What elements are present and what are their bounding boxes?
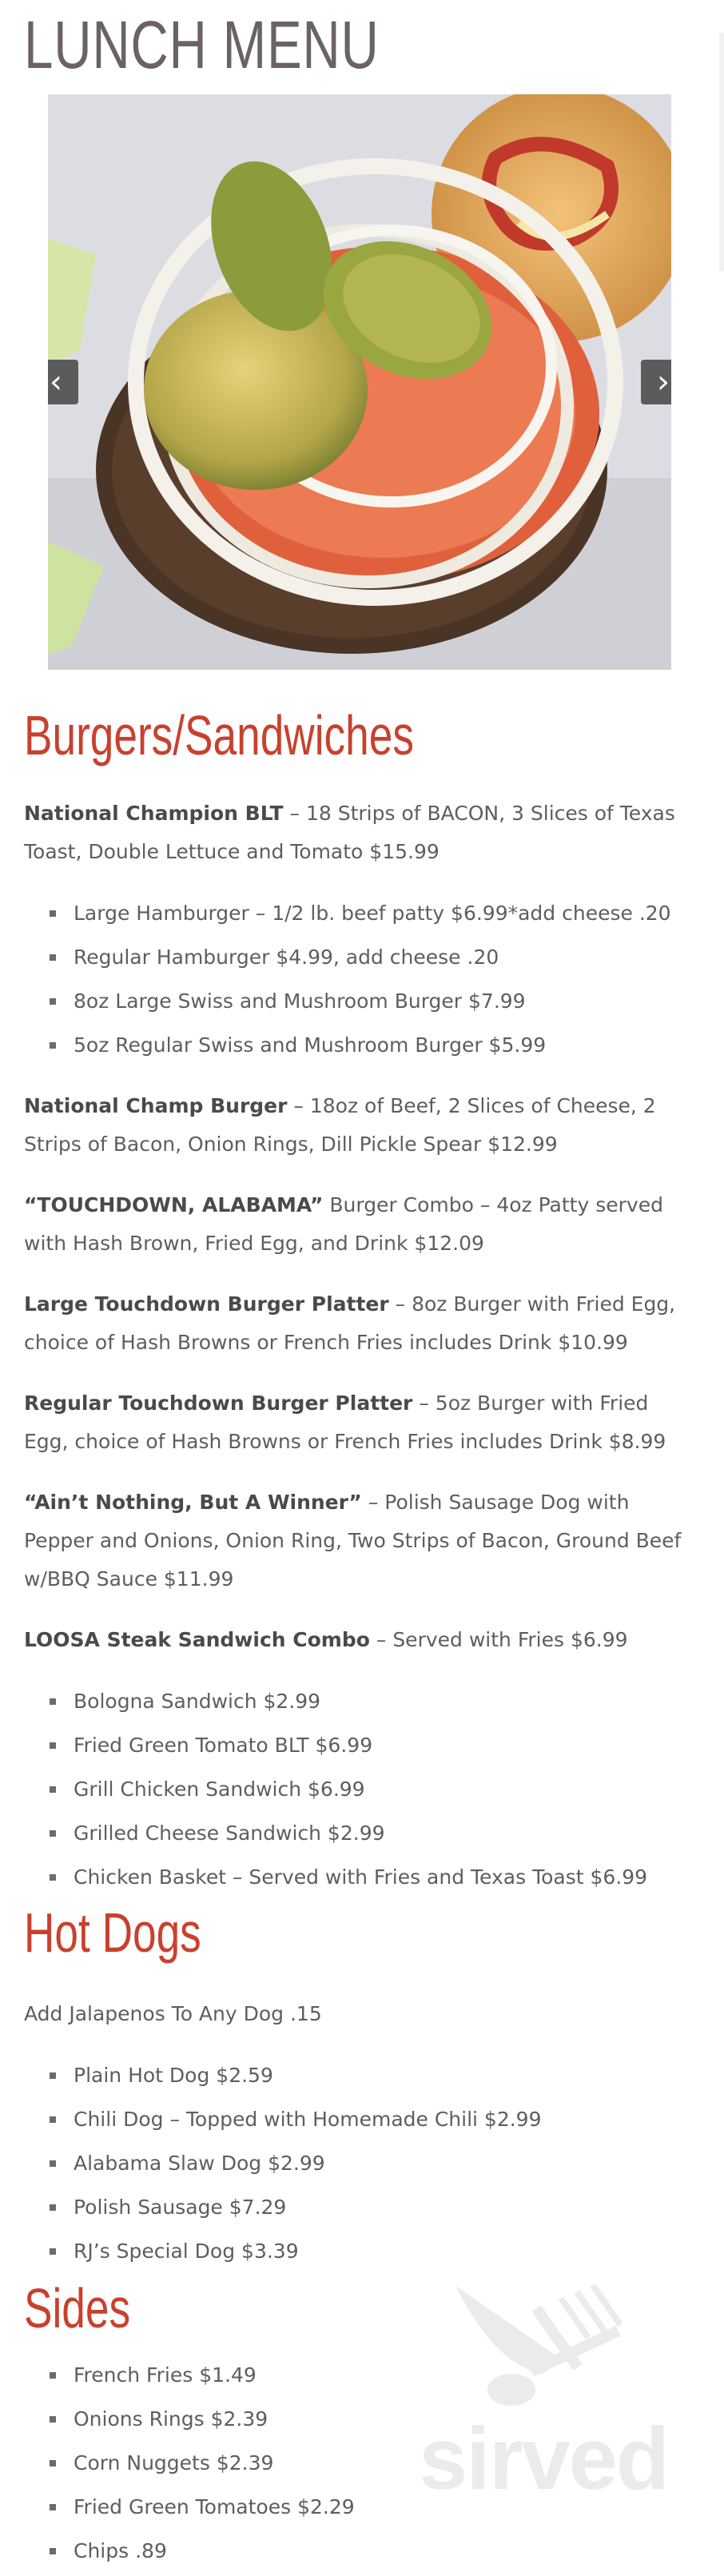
watermark-text: sirved — [418, 2410, 669, 2508]
list-item: Chips .89 — [24, 2529, 695, 2573]
list-item: Large Hamburger – 1/2 lb. beef patty $6.99*add cheese .20 — [24, 891, 695, 935]
scrollbar[interactable] — [719, 32, 724, 272]
menu-item-description: “TOUCHDOWN, ALABAMA” Burger Combo – 4oz Patty served with Hash Brown, Fried Egg, and Drink $12.09 — [24, 1193, 663, 1255]
list-item: French Fries $1.49 — [24, 2353, 695, 2397]
list-item: Chili Dog – Topped with Homemade Chili $2.99 — [24, 2097, 695, 2141]
list-item: Corn Nuggets $2.39 — [24, 2441, 695, 2485]
list-item: RJ’s Special Dog $3.39 — [24, 2229, 695, 2273]
list-item: Onions Rings $2.39 — [24, 2397, 695, 2441]
menu-item-name: Regular Touchdown Burger Platter — [24, 1392, 413, 1415]
menu-item-name: National Champion BLT — [24, 802, 284, 825]
menu-item-description: National Champ Burger – 18oz of Beef, 2 Slices of Cheese, 2 Strips of Bacon, Onion Rings, Dill Pickle Spear $12.99 — [24, 1094, 656, 1156]
list-item: Bologna Sandwich $2.99 — [24, 1679, 695, 1723]
menu-item-name: LOOSA Steak Sandwich Combo — [24, 1628, 370, 1651]
menu-item-description: “Ain’t Nothing, But A Winner” – Polish Sausage Dog with Pepper and Onions, Onion Ring, Two Strips of Bacon, Ground Beef w/BBQ Sauce $11.99 — [24, 1491, 682, 1591]
menu-item-name: “TOUCHDOWN, ALABAMA” — [24, 1193, 324, 1216]
list-item: 5oz Regular Swiss and Mushroom Burger $5.99 — [24, 1023, 695, 1067]
menu-item-description: LOOSA Steak Sandwich Combo – Served with Fries $6.99 — [24, 1628, 628, 1651]
list-item: 8oz Large Swiss and Mushroom Burger $7.99 — [24, 979, 695, 1023]
section-heading-sides: Sides — [24, 2277, 131, 2339]
menu-list — [24, 891, 695, 1067]
menu-item-name: National Champ Burger — [24, 1094, 288, 1117]
burger-photo — [48, 94, 671, 670]
list-item: Grilled Cheese Sandwich $2.99 — [24, 1811, 695, 1855]
hot-dogs-note: Add Jalapenos To Any Dog .15 — [24, 2002, 322, 2025]
list-item: Chicken Basket – Served with Fries and Texas Toast $6.99 — [24, 1855, 695, 1899]
menu-list — [24, 2053, 695, 2273]
menu-item-name: “Ain’t Nothing, But A Winner” — [24, 1491, 362, 1514]
list-item: Fried Green Tomatoes $2.29 — [24, 2485, 695, 2529]
menu-item-name: Large Touchdown Burger Platter — [24, 1292, 389, 1316]
list-item: Plain Hot Dog $2.59 — [24, 2053, 695, 2097]
list-item: Polish Sausage $7.29 — [24, 2185, 695, 2229]
list-item: Regular Hamburger $4.99, add cheese .20 — [24, 935, 695, 979]
list-item: Alabama Slaw Dog $2.99 — [24, 2141, 695, 2185]
list-item: Fried Green Tomato BLT $6.99 — [24, 1723, 695, 1767]
chevron-right-icon: › — [657, 364, 670, 400]
menu-item-description: Large Touchdown Burger Platter – 8oz Burger with Fried Egg, choice of Hash Browns or French Fries includes Drink $10.99 — [24, 1292, 676, 1354]
slider-next-button[interactable] — [641, 360, 671, 404]
list-item: Grill Chicken Sandwich $6.99 — [24, 1767, 695, 1811]
section-heading-burgers: Burgers/Sandwiches — [24, 704, 414, 766]
menu-list — [24, 1679, 695, 1899]
utensils-knife-icon — [400, 2270, 687, 2414]
section-heading-hot-dogs: Hot Dogs — [24, 1901, 201, 1964]
menu-item-description: National Champion BLT – 18 Strips of BACON, 3 Slices of Texas Toast, Double Lettuce and Tomato $15.99 — [24, 802, 675, 863]
chevron-left-icon: ‹ — [50, 364, 62, 400]
watermark — [400, 2270, 687, 2510]
image-slider — [48, 94, 671, 670]
menu-item-description: Regular Touchdown Burger Platter – 5oz Burger with Fried Egg, choice of Hash Browns or French Fries includes Drink $8.99 — [24, 1392, 666, 1453]
page-title: LUNCH MENU — [24, 7, 380, 82]
slider-prev-button[interactable] — [48, 360, 78, 404]
